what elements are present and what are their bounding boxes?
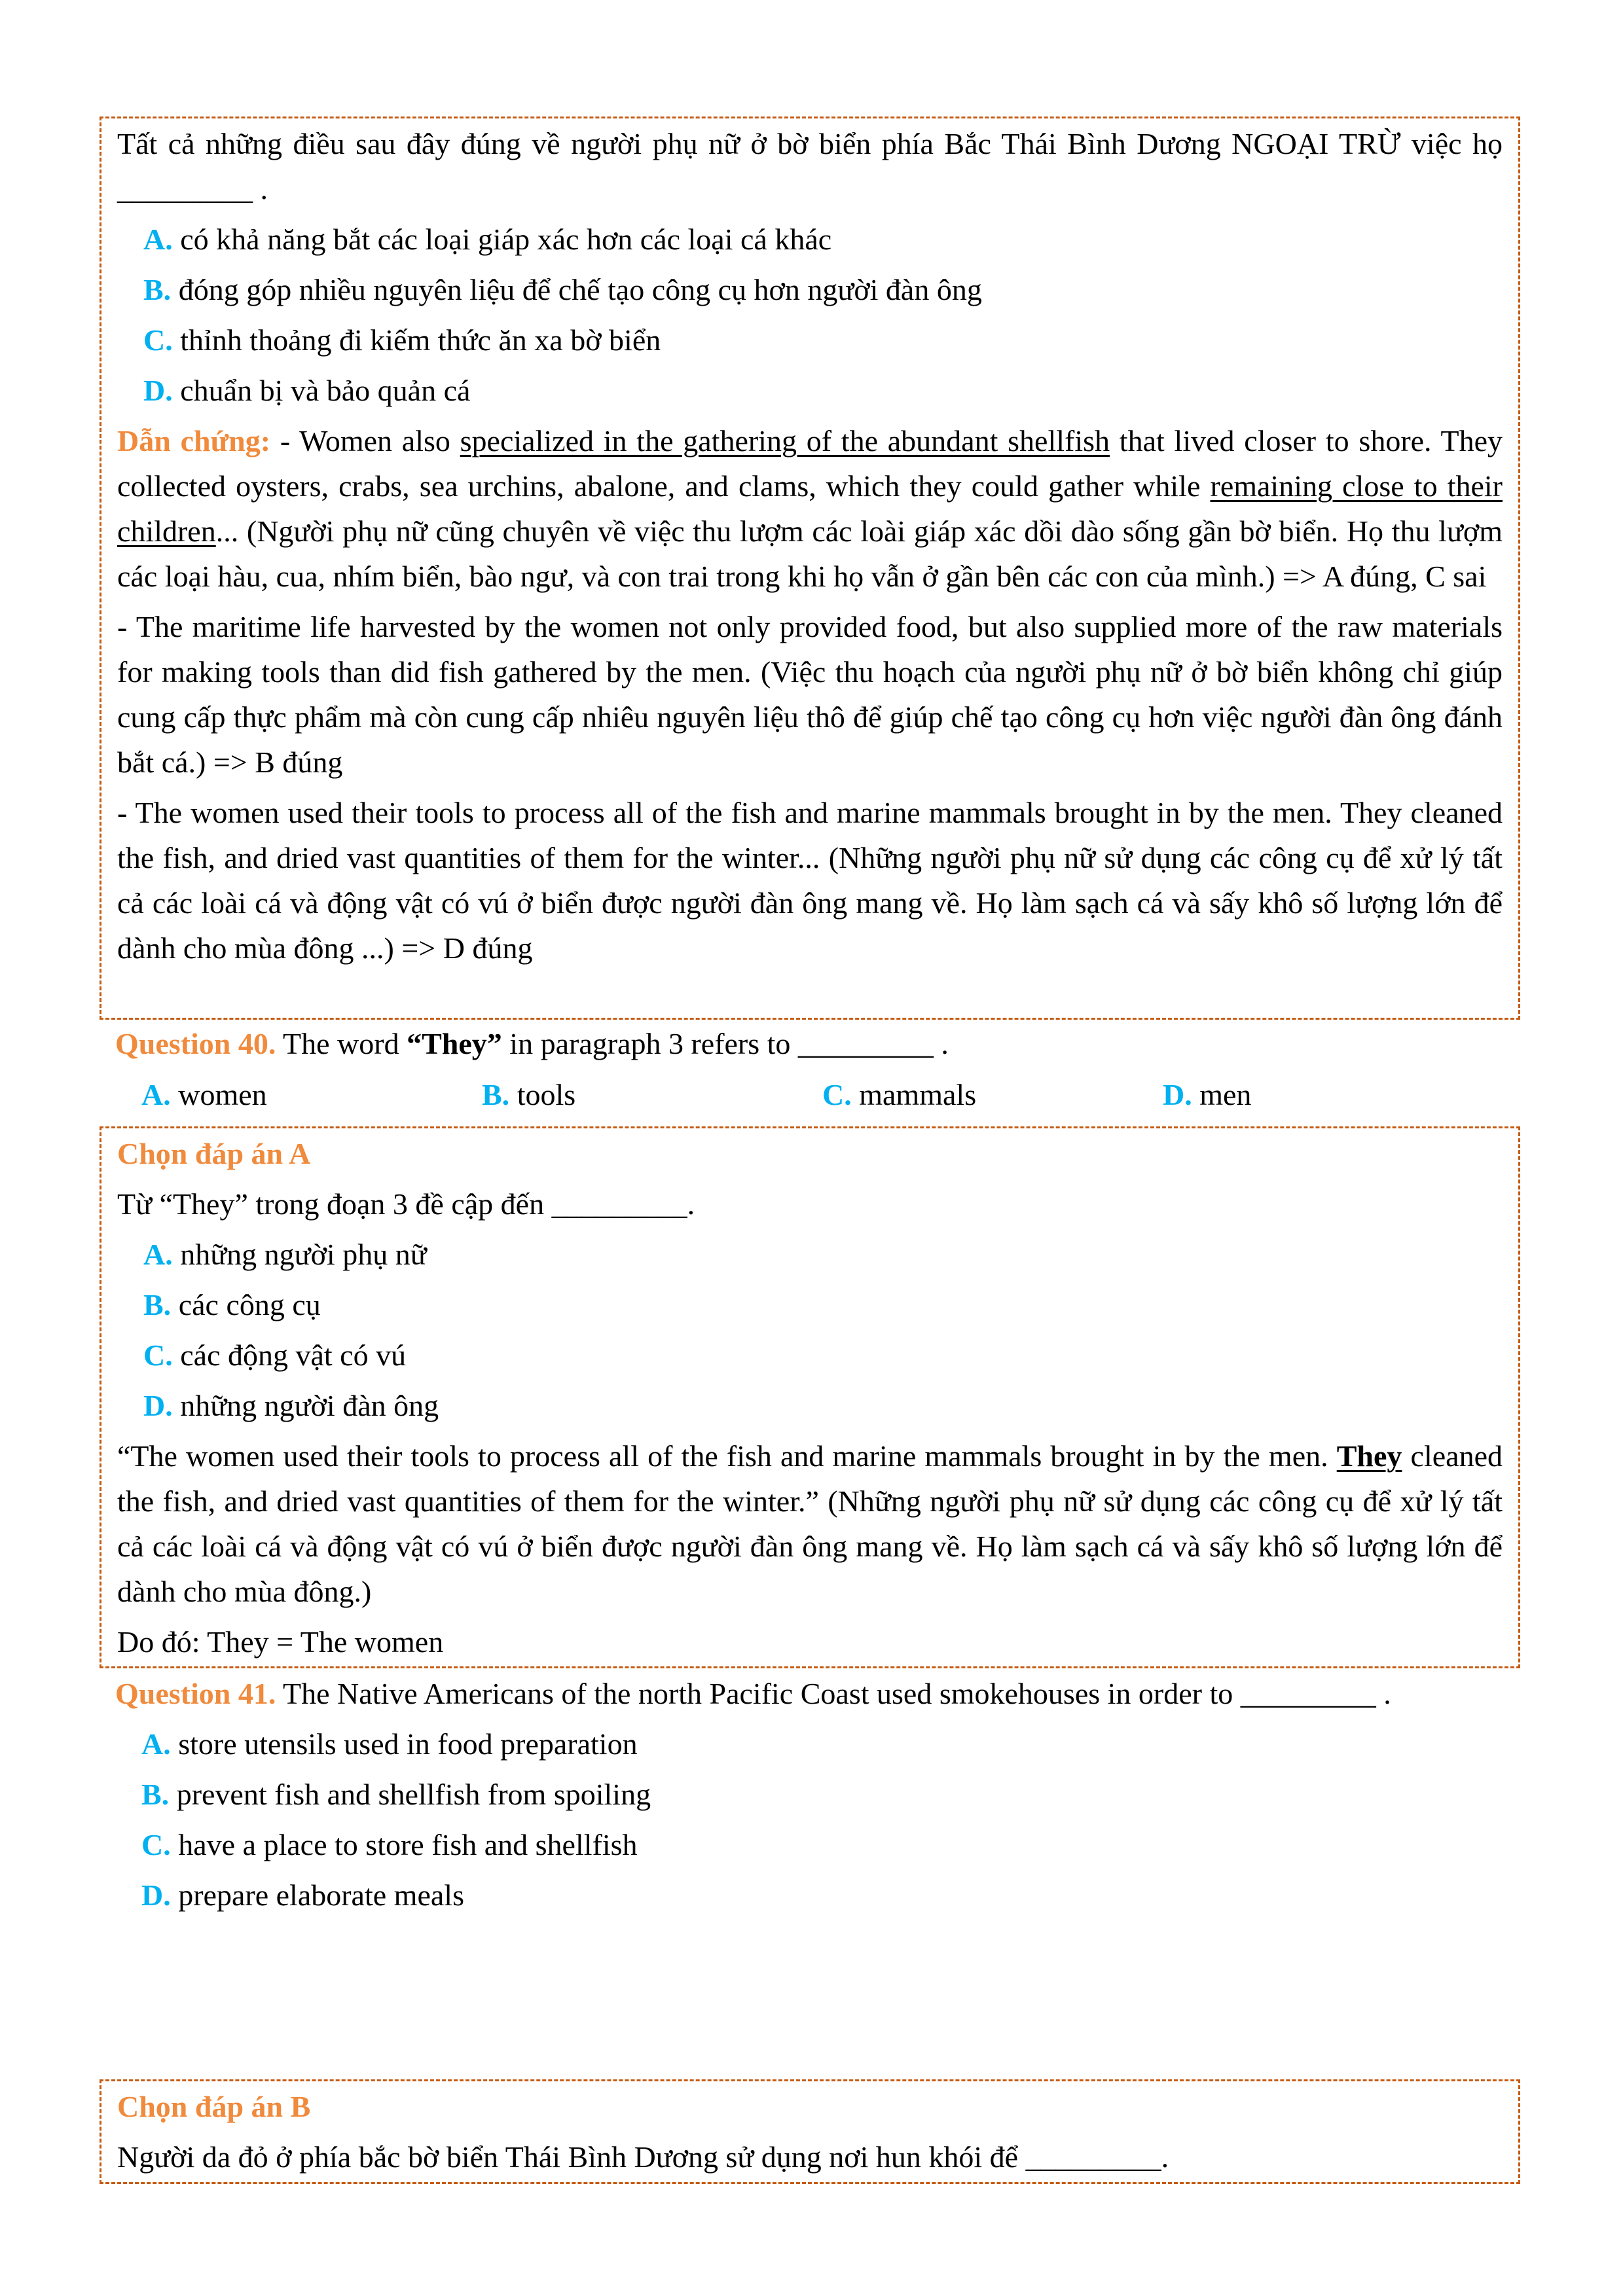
option-letter: D.: [143, 374, 173, 407]
option-letter: D.: [1163, 1078, 1192, 1111]
explanation-box-41: [100, 2079, 1520, 2184]
option-letter: D.: [143, 1389, 173, 1422]
underlined-text: specialized in the gathering of the abundant shellfish: [460, 424, 1110, 457]
option-d: [115, 1873, 1503, 1918]
explanation-box-40: [100, 1126, 1520, 1668]
option-letter: A.: [141, 1078, 171, 1111]
question-translation: Tất cả những điều sau đây đúng về người phụ nữ ở bờ biển phía Bắc Thái Bình Dương NGOẠI TRỪ việc họ _________ .: [117, 127, 1503, 206]
option-letter: C.: [822, 1078, 852, 1111]
option-a: [141, 1072, 482, 1117]
option-letter: A.: [141, 1727, 171, 1761]
underlined-text: remaining close to their children: [117, 469, 1503, 548]
option-b: [117, 267, 1503, 312]
text: cleaned the fish, and dried vast quantities of them for the winter.” (Những người phụ nữ sử dụng các công cụ để xử lý tất cả các loài cá và động vật có vú ở biển được người đàn ông mang về. Họ làm sạch cá và sấy khô số lượng lớn để dành cho mùa đông.): [117, 1439, 1503, 1608]
option-b: [117, 1282, 1503, 1327]
option-text: have a place to store fish and shellfish: [178, 1828, 638, 1861]
text: ... (Người phụ nữ cũng chuyên về việc thu lượm các loài giáp xác dồi dào sống gần bờ biển. Họ thu lượm các loại hàu, cua, nhím biển, bào ngư, và con trai trong khi họ vẫn ở gần bên các con của mình.) => A đúng, C sai: [117, 514, 1503, 593]
option-text: tools: [517, 1078, 576, 1111]
option-letter: B.: [482, 1078, 510, 1111]
option-text: prevent fish and shellfish from spoiling: [176, 1778, 651, 1811]
option-letter: C.: [143, 1338, 173, 1372]
text: that lived closer to shore. They collected oysters, crabs, sea urchins, abalone, and clams, which they could gather while: [117, 424, 1503, 503]
question-translation: Người da đỏ ở phía bắc bờ biển Thái Bình Dương sử dụng nơi hun khói để _________.: [117, 2140, 1169, 2174]
option-letter: A.: [143, 1238, 173, 1271]
option-c: [822, 1072, 1163, 1117]
option-text: store utensils used in food preparation: [178, 1727, 638, 1761]
option-letter: B.: [143, 1288, 172, 1321]
text: in paragraph 3 refers to _________ .: [501, 1027, 949, 1060]
quote: [117, 1433, 1503, 1614]
evidence-3: - The women used their tools to process all of the fish and marine mammals brought in by the men. They cleaned the fish, and dried vast quantities of them for the winter... (Những người phụ nữ sử dụng các công cụ để xử lý tất cả các loài cá và động vật có vú ở biển được người đàn ông mang về. Họ làm sạch cá và sấy khô số lượng lớn để dành cho mùa đông ...) => D đúng: [117, 796, 1503, 965]
option-text: có khả năng bắt các loại giáp xác hơn các loại cá khác: [180, 223, 832, 256]
option-b: [482, 1072, 822, 1117]
option-a: [115, 1721, 1503, 1767]
evidence-label: Dẫn chứng:: [117, 424, 271, 457]
option-b: [115, 1772, 1503, 1817]
option-c: [115, 1822, 1503, 1867]
evidence-2: - The maritime life harvested by the women not only provided food, but also supplied more of the raw materials for making tools than did fish gathered by the men. (Việc thu hoạch của người phụ nữ ở bờ biển không chỉ giúp cung cấp thực phẩm mà còn cung cấp nhiêu nguyên liệu thô để giúp chế tạo công cụ hơn việc người đàn ông đánh bắt cá.) => B đúng: [117, 610, 1503, 779]
question-41: [115, 1671, 1503, 1918]
option-letter: B.: [141, 1778, 170, 1811]
option-c: [117, 317, 1503, 363]
question-label: Question 40.: [115, 1027, 276, 1060]
option-text: men: [1199, 1078, 1252, 1111]
highlighted-word: They: [1336, 1439, 1402, 1473]
answer-label: Chọn đáp án B: [117, 2090, 311, 2123]
conclusion: Do đó: They = The women: [117, 1625, 444, 1659]
option-c: [117, 1333, 1503, 1378]
option-letter: B.: [143, 273, 172, 306]
question-translation: Từ “They” trong đoạn 3 đề cập đến _________.: [117, 1187, 695, 1221]
bold-text: “They”: [407, 1027, 502, 1060]
option-d: [117, 368, 1503, 413]
text: The Native Americans of the north Pacific Coast used smokehouses in order to _________ .: [276, 1677, 1391, 1710]
evidence-1: [117, 418, 1503, 599]
option-letter: D.: [141, 1878, 171, 1912]
text: - Women also: [270, 424, 460, 457]
option-a: [117, 1232, 1503, 1277]
option-text: những người đàn ông: [180, 1389, 439, 1422]
option-text: các động vật có vú: [180, 1338, 407, 1372]
option-text: chuẩn bị và bảo quản cá: [180, 374, 471, 407]
option-text: thỉnh thoảng đi kiếm thức ăn xa bờ biển: [180, 323, 661, 357]
answer-label: Chọn đáp án A: [117, 1137, 311, 1170]
question-label: Question 41.: [115, 1677, 276, 1710]
option-letter: A.: [143, 223, 173, 256]
option-text: women: [178, 1078, 267, 1111]
question-40: [115, 1021, 1503, 1117]
option-text: mammals: [859, 1078, 977, 1111]
option-d: [117, 1383, 1503, 1428]
option-letter: C.: [141, 1828, 171, 1861]
option-text: prepare elaborate meals: [178, 1878, 464, 1912]
explanation-box-39: [100, 117, 1520, 1020]
text: “The women used their tools to process all of the fish and marine mammals brought in by the men.: [117, 1439, 1337, 1473]
option-text: đóng góp nhiều nguyên liệu để chế tạo công cụ hơn người đàn ông: [178, 273, 982, 306]
option-a: [117, 217, 1503, 262]
option-d: [1163, 1072, 1503, 1117]
option-letter: C.: [143, 323, 173, 357]
option-text: các công cụ: [178, 1288, 321, 1321]
option-text: những người phụ nữ: [180, 1238, 427, 1271]
text: The word: [276, 1027, 407, 1060]
